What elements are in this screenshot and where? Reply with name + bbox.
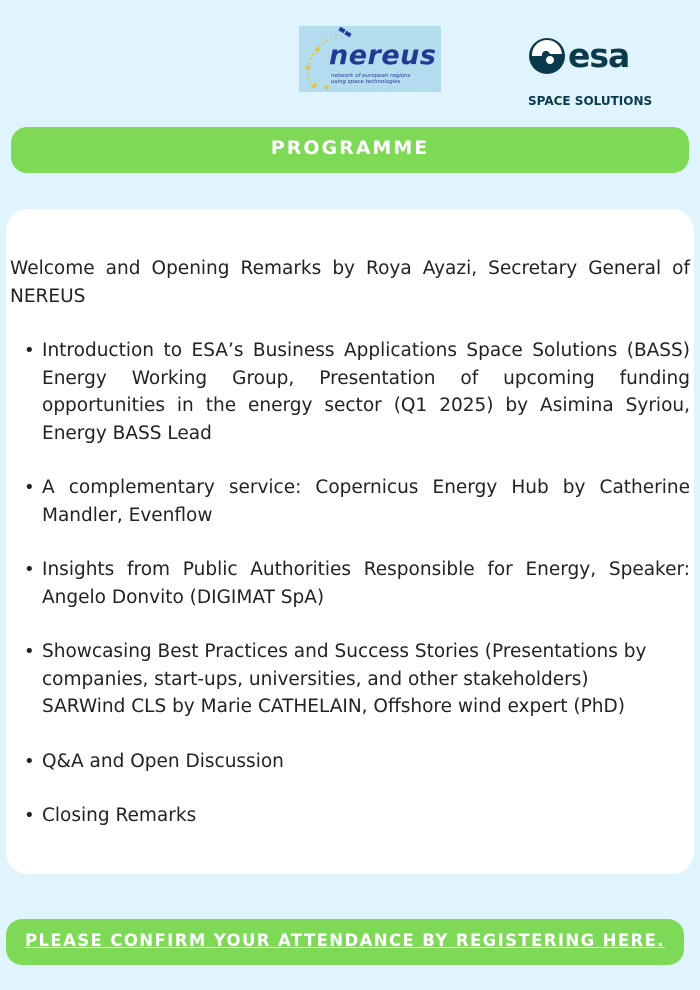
- esa-logo: [528, 36, 648, 76]
- agenda-item: [10, 748, 690, 776]
- svg-text:★: ★: [314, 45, 322, 54]
- bullet-icon: •: [24, 559, 35, 580]
- agenda-item: [10, 802, 690, 830]
- svg-text:★: ★: [311, 81, 319, 90]
- esa-logo-wordmark: esa: [568, 36, 630, 75]
- esa-emblem-icon: [528, 36, 568, 76]
- svg-text:★: ★: [323, 83, 331, 92]
- register-link-button[interactable]: PLEASE CONFIRM YOUR ATTENDANCE BY REGISTERING HERE.: [6, 919, 684, 965]
- agenda-item-subline: SARWind CLS by Marie CATHELAIN, Offshore wind expert (PhD): [42, 696, 625, 717]
- agenda-item: [10, 474, 690, 529]
- bullet-icon: •: [24, 340, 35, 361]
- esa-subtitle: SPACE SOLUTIONS: [528, 94, 653, 108]
- agenda-item-text: Showcasing Best Practices and Success Stories (Presentations by companies, start-ups, universities, and other stakeholders): [42, 641, 647, 690]
- bullet-icon: •: [24, 750, 35, 772]
- agenda-item: [10, 337, 690, 447]
- bullet-icon: •: [24, 805, 35, 826]
- nereus-logo-tagline: using space technologies: [331, 79, 401, 85]
- agenda-item-text: Insights from Public Authorities Responsible for Energy, Speaker: Angelo Donvito (DIGIMAT SpA): [42, 559, 690, 608]
- agenda-item-text: A complementary service: Copernicus Energy Hub by Catherine Mandler, Evenflow: [42, 477, 690, 526]
- agenda-item: [10, 638, 690, 721]
- bullet-icon: •: [24, 477, 35, 498]
- agenda-list: [10, 337, 690, 830]
- agenda-item-text: Closing Remarks: [42, 805, 197, 826]
- agenda-item: [10, 556, 690, 611]
- nereus-logo: [299, 26, 441, 92]
- intro-paragraph: Welcome and Opening Remarks by Roya Ayazi, Secretary General of NEREUS: [10, 258, 690, 307]
- bullet-icon: •: [24, 641, 35, 662]
- nereus-logo-tagline: network of european regions: [331, 73, 411, 79]
- agenda-item-text: Introduction to ESA’s Business Applications Space Solutions (BASS) Energy Working Group, Presentation of upcoming funding opportunities in the energy sector (Q1 2025) by Asimina Syriou, Energy BASS Lead: [42, 340, 690, 444]
- nereus-logo-wordmark: nereus: [329, 40, 437, 71]
- agenda-item-text: Q&A and Open Discussion: [42, 750, 284, 772]
- programme-content: [10, 255, 690, 857]
- svg-text:★: ★: [304, 63, 312, 72]
- programme-banner: PROGRAMME: [11, 127, 689, 173]
